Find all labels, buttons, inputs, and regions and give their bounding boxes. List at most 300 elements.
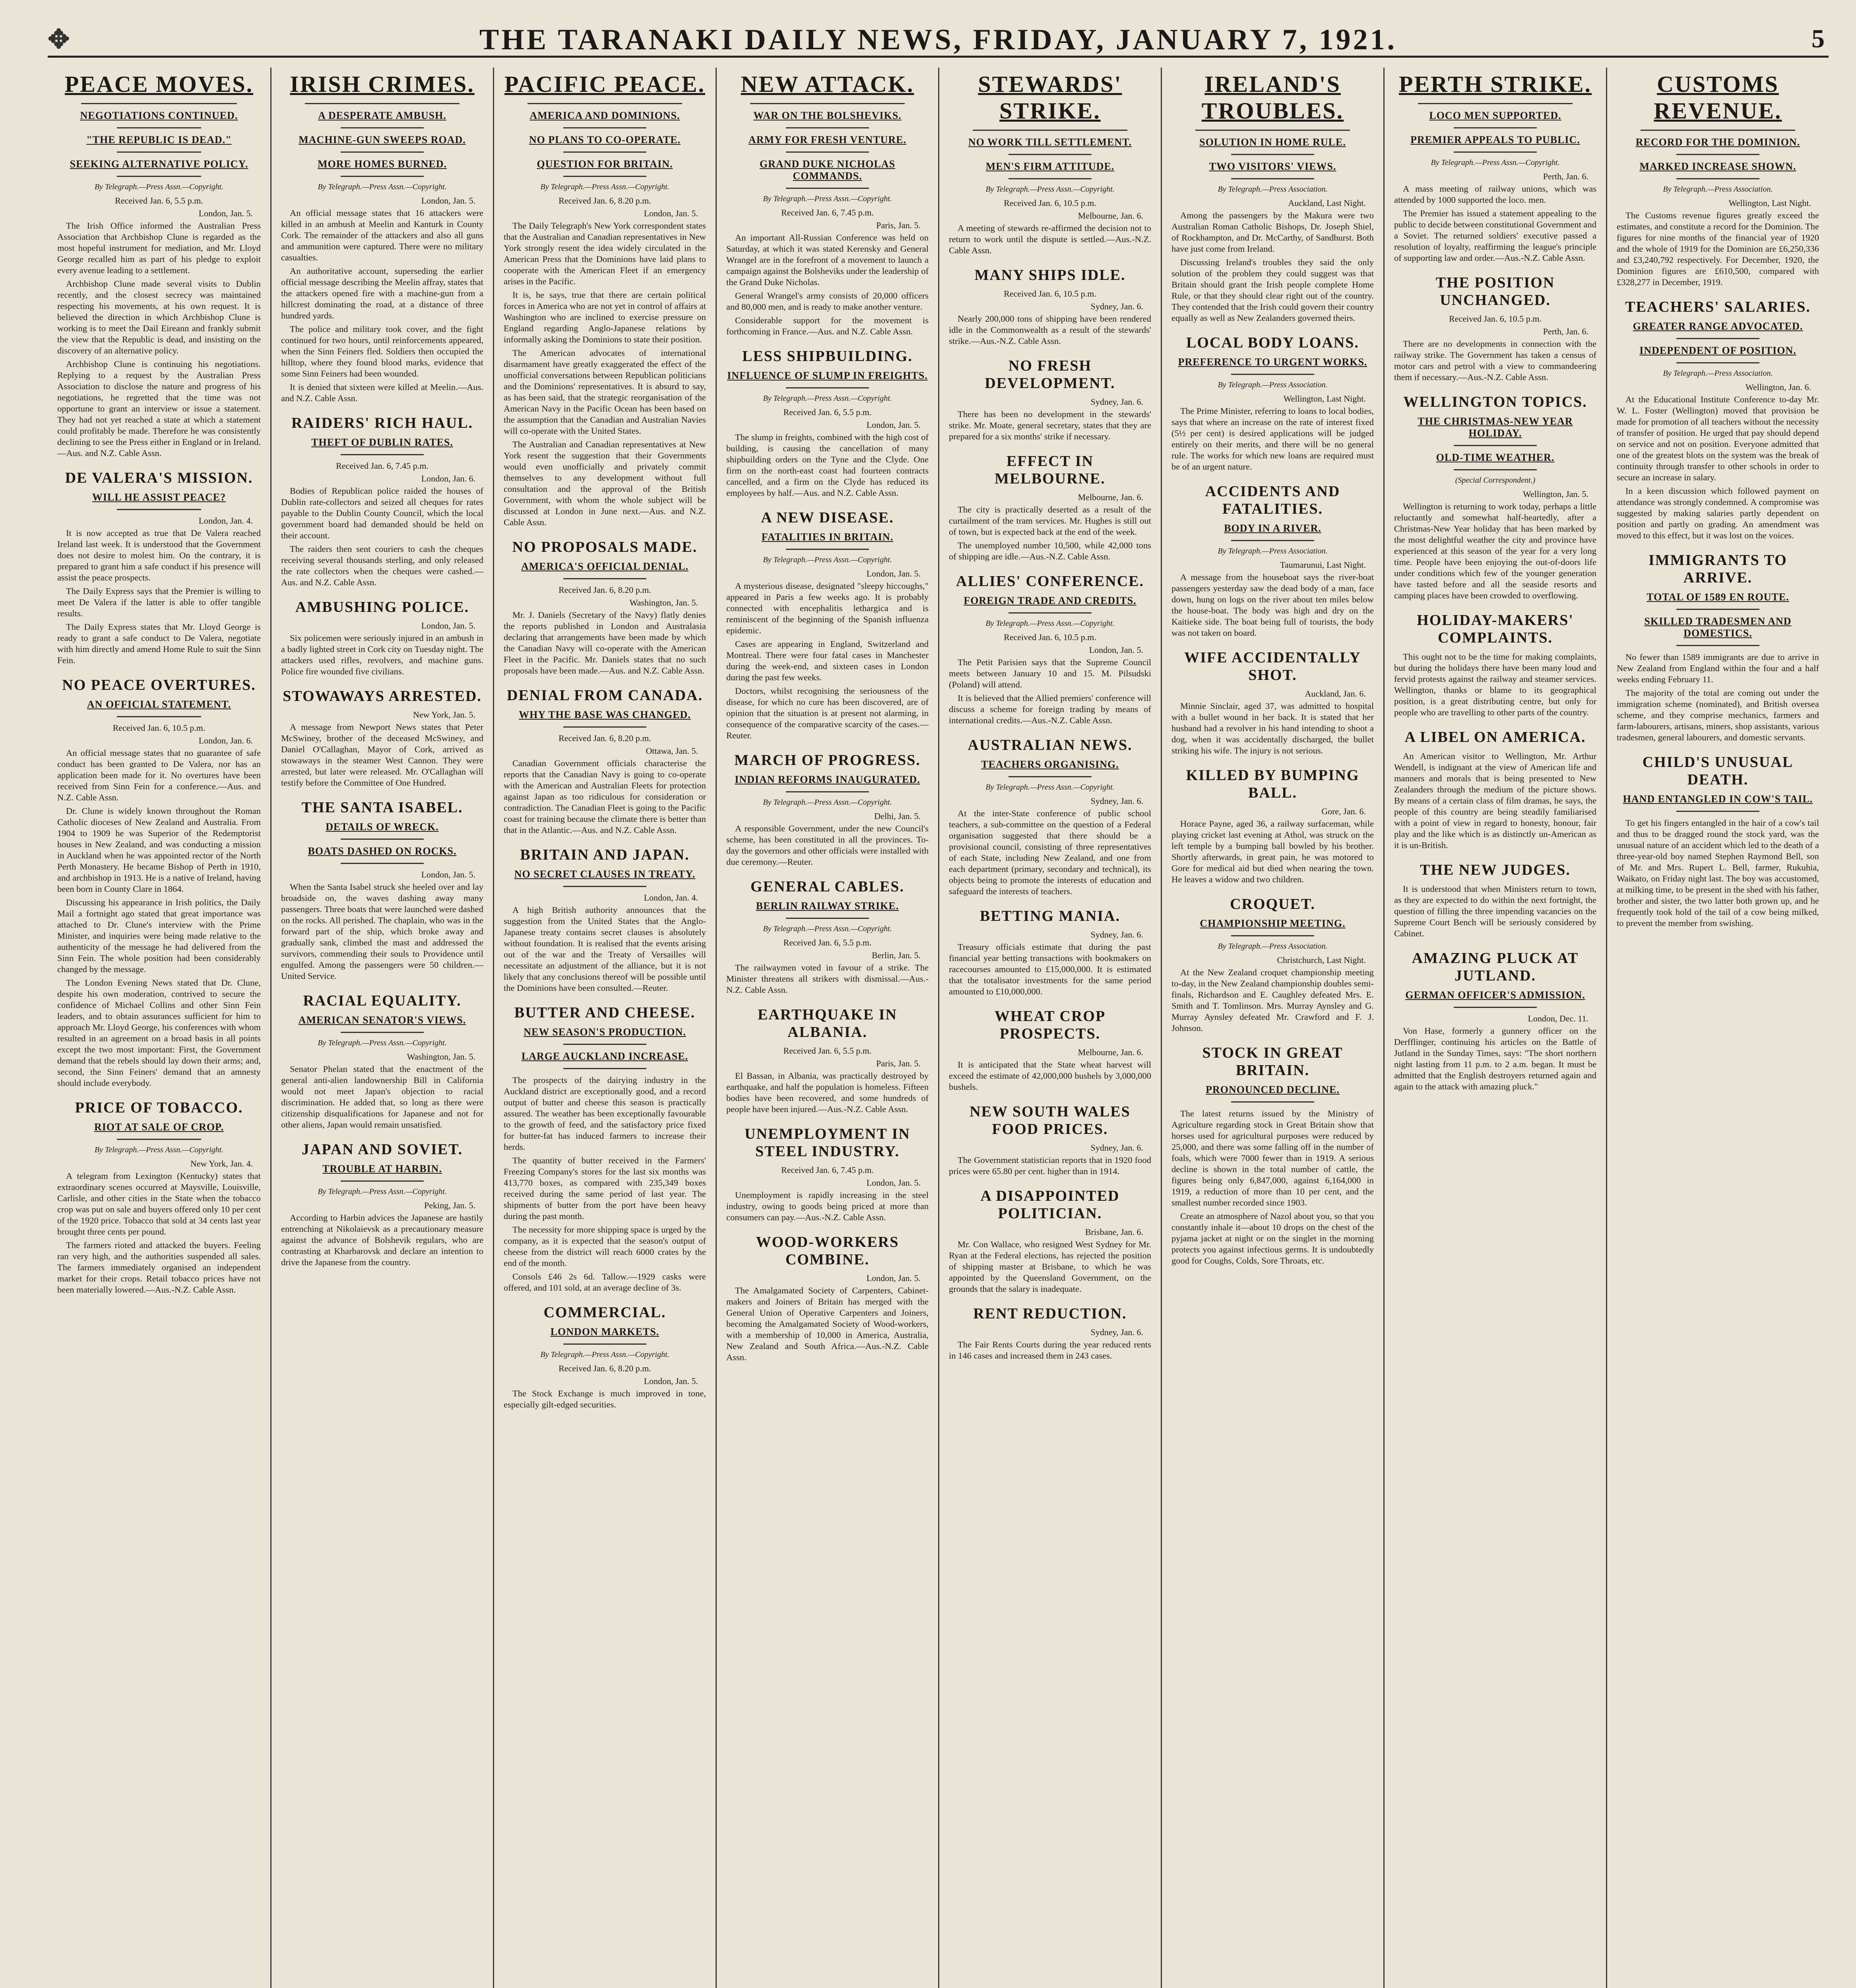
article-subhead: AMERICAN SENATOR'S VIEWS.	[298, 1014, 466, 1026]
divider-rule	[1231, 154, 1314, 155]
dateline: Sydney, Jan. 6.	[1090, 796, 1143, 806]
article	[57, 469, 261, 666]
article-paragraph: It is denied that sixteen were killed at Meelin.—Aus. and N.Z. Cable Assn.	[281, 382, 483, 403]
divider-rule	[786, 387, 869, 388]
divider-rule	[1454, 127, 1537, 128]
dateline: Peking, Jan. 5.	[424, 1200, 475, 1210]
dateline: Wellington, Jan. 5.	[1522, 489, 1588, 499]
article-headline: IRISH CRIMES.	[290, 71, 475, 97]
article-paragraph: It is believed that the Allied premiers' conference will discuss a scheme for foreign trading by means of international credits.—Aus.-N.Z. Cable Assn.	[949, 693, 1151, 725]
article	[1171, 1044, 1374, 1266]
column-2	[270, 68, 493, 1988]
divider-rule	[1676, 178, 1759, 179]
article-subhead: "THE REPUBLIC IS DEAD."	[86, 134, 232, 146]
article-subhead: GREATER RANGE ADVOCATED.	[1633, 320, 1803, 332]
article-byline: By Telegraph.—Press Assn.—Copyright.	[763, 555, 892, 564]
article-subheadline: BUTTER AND CHEESE.	[514, 1004, 696, 1021]
article-paragraph: To get his fingers entangled in the hair of a cow's tail and thus to be dragged round the stock yard, was the unusual nature of an accident which led to the death of a three-year-old boy named Stephen Raymond Bell, son of Mr. and Mrs. Rupert L. Bell, farmer, Rukuhia, Waikato, on Friday night last. The boy was accustomed, at milking time, to be present in the shed with his father, brother and sister, the two latter both grown up, and he frequently took hold of the tail of a cow being milked, to prevent the member from swishing.	[1617, 818, 1819, 928]
received-line: Received Jan. 6, 10.5 p.m.	[112, 723, 206, 733]
divider-rule	[117, 716, 201, 717]
article-subhead: SOLUTION IN HOME RULE.	[1199, 136, 1346, 148]
divider-rule	[563, 726, 646, 728]
article-paragraph: El Bassan, in Albania, was practically destroyed by earthquake, and half the population is homeless. Fifteen bodies have been recovered, and some hundreds of people have been injured.—Aus.-N.Z. Cable Assn.	[726, 1071, 929, 1114]
article-subheadline: LESS SHIPBUILDING.	[742, 348, 913, 365]
article-subhead: MARKED INCREASE SHOWN.	[1639, 161, 1796, 172]
article-subhead: BERLIN RAILWAY STRIKE.	[756, 900, 899, 912]
dateline: Perth, Jan. 6.	[1543, 326, 1588, 336]
article-paragraph: The Australian and Canadian representatives at New York resent the suggestion that their Governments would even unofficially and privately commit themselves to any development without full consultation and the approval of the British Government, with whom the whole subject will be discussed at London in June next.—Aus. and N.Z. Cable Assn.	[504, 439, 706, 527]
article-subhead: GRAND DUKE NICHOLAS COMMANDS.	[759, 158, 896, 182]
divider-rule	[1008, 154, 1092, 155]
article-byline: By Telegraph.—Press Assn.—Copyright.	[985, 783, 1115, 792]
article-subhead: WAR ON THE BOLSHEVIKS.	[753, 110, 902, 121]
divider-rule	[1418, 103, 1573, 104]
column-4	[716, 68, 938, 1988]
article	[281, 71, 483, 404]
article	[1171, 767, 1374, 885]
dateline: Christchurch, Last Night.	[1277, 955, 1366, 965]
article-paragraph: The railwaymen voted in favour of a strike. The Minister threatens all strikers with dismissal.—Aus.-N.Z. Cable Assn.	[726, 963, 929, 995]
article-subhead: AN OFFICIAL STATEMENT.	[87, 699, 231, 710]
divider-rule	[1676, 362, 1759, 363]
divider-rule	[1195, 130, 1350, 131]
masthead	[48, 20, 1829, 58]
dateline: London, Jan. 4.	[198, 516, 253, 526]
article-paragraph: The Daily Express says that the Premier is willing to meet De Valera if the latter is able to offer tangible results.	[57, 586, 261, 618]
page-number: 5	[1811, 24, 1825, 53]
article	[726, 751, 929, 868]
article	[504, 1004, 706, 1293]
article-subheadline: COMMERCIAL.	[543, 1304, 666, 1321]
article-subhead: NO SECRET CLAUSES IN TREATY.	[514, 868, 696, 880]
article-subheadline: CHILD'S UNUSUAL DEATH.	[1642, 754, 1794, 788]
divider-rule	[563, 886, 646, 887]
article-headline: STEWARDS' STRIKE.	[978, 71, 1122, 124]
article-subheadline: MARCH OF PROGRESS.	[734, 752, 921, 769]
received-line: Received Jan. 6, 7.45 p.m.	[781, 1165, 874, 1175]
received-line: Received Jan. 6, 5.5 p.m.	[783, 407, 872, 417]
dateline: London, Jan. 5.	[198, 208, 253, 218]
article-paragraph: In a keen discussion which followed payment on attendance was strongly condemned. A compromise was suggested by making salaries partly dependent on position and partly on grading. An amendment was moved to this effect, but it was lost on the voices.	[1617, 486, 1819, 540]
article-subheadline: EFFECT IN MELBOURNE.	[995, 453, 1105, 487]
article-byline: By Telegraph.—Press Assn.—Copyright.	[540, 1350, 669, 1359]
article-byline: By Telegraph.—Press Assn.—Copyright.	[763, 394, 892, 403]
article-subheadline: AMAZING PLUCK AT JUTLAND.	[1412, 950, 1579, 984]
article	[726, 1233, 929, 1363]
divider-rule	[973, 130, 1127, 131]
column-7	[1383, 68, 1606, 1988]
divider-rule	[563, 151, 646, 153]
article-paragraph: Discussing Ireland's troubles they said the only solution of the problem they could suggest was that Britain should grant the Irish people complete Home Rule, or that they should clear right out of the country. They contended that the Irish could govern their country equally as well as New Zealanders governed theirs.	[1171, 257, 1374, 323]
divider-rule	[1676, 154, 1759, 155]
article-paragraph: Unemployment is rapidly increasing in the steel industry, owing to goods being priced at more than consumers can pay.—Aus.-N.Z. Cable Assn.	[726, 1190, 929, 1222]
article-headline: PERTH STRIKE.	[1399, 71, 1592, 97]
article-paragraph: The latest returns issued by the Ministry of Agriculture regarding stock in Great Britain show that horses used for agricultural purposes were reduced by 25,000, and there was some falling off in the number of foals, which were 7000 fewer than in 1919. A serious decline is shown in the total number of cattle, the figures being only 6,847,000, against 6,164,000 in 1919, a reduction of more than 10 per cent, and the smallest number recorded since 1903.	[1171, 1109, 1374, 1208]
article-subhead: LARGE AUCKLAND INCREASE.	[521, 1050, 688, 1062]
dateline: Wellington, Last Night.	[1283, 394, 1366, 404]
article-byline: By Telegraph.—Press Assn.—Copyright.	[763, 194, 892, 203]
article-paragraph: The farmers rioted and attacked the buyers. Feeling ran very high, and the authorities suspended all sales. The farmers immediately organised an independent market for their crops. Retail tobacco prices have not been materially lowered.—Aus.-N.Z. Cable Assn.	[57, 1240, 261, 1295]
divider-rule	[563, 1343, 646, 1345]
article-subheadline: A DISAPPOINTED POLITICIAN.	[980, 1188, 1120, 1222]
article-subhead: FATALITIES IN BRITAIN.	[761, 531, 894, 543]
article-subhead: THEFT OF DUBLIN RATES.	[311, 437, 453, 448]
article-paragraph: The Irish Office informed the Australian Press Association that Archbishop Clune is regarded as the most hopeful instrument for mediation, and Mr. Lloyd George recalled him as part of his pledge to exploit every avenue leading to a settlement.	[57, 221, 261, 275]
article-paragraph: An official message states that 16 attackers were killed in an ambush at Meelin and Kanturk in County Cork. The remainder of the attackers and also all guns and ammunition were captured. There were no military casualties.	[281, 208, 483, 262]
article-paragraph: When the Santa Isabel struck she heeled over and lay broadside on, the waves dashing away many passengers. Three boats that were launched were dashed on the rocks. All perished. The chaplain, who was in the forward part of the ship, which broke away and gradually sank, climbed the mast and addressed the survivors, commending their souls to Providence until engulfed. Among the passengers were 50 children.—United Service.	[281, 882, 483, 981]
article-subheadline: THE POSITION UNCHANGED.	[1435, 274, 1555, 309]
article-subhead: MORE HOMES BURNED.	[318, 158, 447, 170]
article-subheadline: MANY SHIPS IDLE.	[974, 267, 1126, 283]
dateline: London, Jan. 5.	[644, 208, 698, 218]
article-byline: By Telegraph.—Press Assn.—Copyright.	[1431, 158, 1560, 167]
article-subhead: BODY IN A RIVER.	[1224, 522, 1321, 534]
article-subhead: SKILLED TRADESMEN AND DOMESTICS.	[1644, 615, 1792, 639]
article-paragraph: Von Hase, formerly a gunnery officer on the Derfflinger, continuing his articles on the Battle of Jutland in the Sunday Times, says: "The short northern night lasting from 11 p.m. to 2 a.m. began. It must be admitted that the English destroyers returned again and again to the attack with amazing pluck."	[1394, 1026, 1596, 1091]
article-byline: By Telegraph.—Press Assn.—Copyright.	[985, 619, 1115, 628]
article-paragraph: General Wrangel's army consists of 20,000 officers and 80,000 men, and is ready to make another venture.	[726, 291, 929, 312]
dateline: Berlin, Jan. 5.	[872, 950, 921, 960]
article-subheadline: WIFE ACCIDENTALLY SHOT.	[1184, 649, 1361, 683]
divider-rule	[117, 151, 201, 153]
article-subhead: SEEKING ALTERNATIVE POLICY.	[70, 158, 248, 170]
dateline: Sydney, Jan. 6.	[1090, 1327, 1143, 1337]
article	[726, 509, 929, 741]
article	[1617, 753, 1819, 929]
dateline: Perth, Jan. 6.	[1543, 171, 1588, 181]
article-paragraph: The Petit Parisien says that the Supreme Council meets between January 10 and 15. M. Pilsudski (Poland) will attend.	[949, 657, 1151, 689]
dateline: Wellington, Last Night.	[1728, 198, 1811, 208]
article-paragraph: An authoritative account, superseding the earlier official message describing the Meelin affray, states that the attackers opened fire with a machine-gun from a hillcrest dominating the road, at a distance of three hundred yards.	[281, 266, 483, 320]
article-byline: By Telegraph.—Press Assn.—Copyright.	[763, 798, 892, 807]
article-paragraph: There has been no development in the stewards' strike. Mr. Moate, general secretary, states that they are prepared for a six months' strike if necessary.	[949, 409, 1151, 441]
article-headline: PEACE MOVES.	[64, 71, 254, 97]
divider-rule	[750, 103, 905, 104]
article	[281, 992, 483, 1130]
article-paragraph: Among the passengers by the Makura were two Australian Roman Catholic Bishops, Dr. Joseph Shiel, of Rockhampton, and Dr. McCarthy, of Sandhurst. Both have just come from Ireland.	[1171, 210, 1374, 254]
article-subhead: PREFERENCE TO URGENT WORKS.	[1178, 356, 1367, 368]
dateline: London, Jan. 5.	[421, 870, 475, 879]
article-subheadline: NO FRESH DEVELOPMENT.	[985, 357, 1115, 392]
article	[726, 878, 929, 996]
article	[949, 71, 1151, 256]
article-subhead: FOREIGN TRADE AND CREDITS.	[964, 595, 1136, 606]
dateline: London, Jan. 5.	[1089, 645, 1143, 655]
article-subheadline: RAIDERS' RICH HAUL.	[291, 415, 473, 431]
newspaper-columns	[48, 68, 1829, 1988]
article-paragraph: The Fair Rents Courts during the year reduced rents in 146 cases and increased them in 243 cases.	[949, 1340, 1151, 1361]
article-subhead: NO WORK TILL SETTLEMENT.	[968, 136, 1132, 148]
article	[1394, 612, 1596, 718]
divider-rule	[786, 127, 869, 128]
article-paragraph: The Premier has issued a statement appealing to the public to decide between constitutional Government and a Soviet. The returned soldiers' executive passed a resolution of loyalty, reaffirming the league's principle of supporting law and order.—Aus.-N.Z. Cable Assn.	[1394, 208, 1596, 263]
article-paragraph: The Prime Minister, referring to loans to local bodies, says that where an increase on the rate of interest fixed (5½ per cent) is desired applications will be judged entirely on their merits, and there will be no general rule. The works for which new loans are required must be of an urgent nature.	[1171, 406, 1374, 472]
dateline: London, Jan. 6.	[421, 474, 475, 483]
dateline: New York, Jan. 5.	[413, 710, 475, 720]
article	[726, 1125, 929, 1223]
dateline: Taumarunui, Last Night.	[1280, 560, 1366, 570]
article-headline: PACIFIC PEACE.	[504, 71, 705, 97]
divider-rule	[1008, 776, 1092, 777]
article-byline: By Telegraph.—Press Association.	[1218, 185, 1328, 194]
article-subheadline: DENIAL FROM CANADA.	[507, 687, 703, 704]
dateline: London, Jan. 5.	[866, 420, 921, 430]
received-line: Received Jan. 6, 10.5 p.m.	[1449, 314, 1542, 324]
article-subhead: QUESTION FOR BRITAIN.	[537, 158, 673, 170]
article	[949, 357, 1151, 442]
article-paragraph: A telegram from Lexington (Kentucky) states that extraordinary scenes occurred at Maysville, Louisville, Carlisle, and other cities in the State when the tobacco crop was put on sale and buyers offered only 10 per cent of the 1920 price. Tobacco that sold at 34 cents last year brought three cents per pound.	[57, 1171, 261, 1237]
article	[726, 1006, 929, 1115]
article-paragraph: A message from the houseboat says the river-boat passengers yesterday saw the dead body of a man, face down, hung on logs on the river about ten miles below the house-boat. The body was high and dry on the Kaitieke side. The boat being full of tourists, the body was not taken on board.	[1171, 572, 1374, 638]
dateline: Washington, Jan. 5.	[629, 598, 698, 608]
dateline: Wellington, Jan. 6.	[1745, 382, 1811, 392]
article-subheadline: ACCIDENTS AND FATALITIES.	[1205, 483, 1340, 517]
article-byline: By Telegraph.—Press Association.	[1218, 381, 1328, 389]
article-subheadline: HOLIDAY-MAKERS' COMPLAINTS.	[1417, 612, 1574, 646]
article-paragraph: Canadian Government officials characterise the reports that the Canadian Navy is going to co-operate with the American and Australian Fleets for protection against Japan as too ridiculous for consideration or contradiction. The Canadian Fleet is going to the Pacific coast for training because the climate there is better than that in the Atlantic.—Aus. and N.Z. Cable Assn.	[504, 758, 706, 835]
article	[504, 846, 706, 994]
divider-rule	[341, 151, 424, 153]
article-subhead: NEW SEASON'S PRODUCTION.	[524, 1026, 686, 1038]
divider-rule	[786, 549, 869, 550]
ornament-icon: ✥	[48, 25, 70, 54]
article	[949, 1103, 1151, 1177]
article-subhead: GERMAN OFFICER'S ADMISSION.	[1405, 989, 1585, 1001]
dateline: Sydney, Jan. 6.	[1090, 930, 1143, 940]
article-paragraph: Archbishop Clune is continuing his negotiations. Replying to a request by the Australian Press Association to disclose the nature and progress of his negotiations, he regretted that the time was not opportune to grant an interview or issue a statement. They had not yet reached a state at which a statement could profitably be made. Therefore he was consistently declining to see the Press either in England or in Ireland.—Aus. and N.Z. Cable Assn.	[57, 359, 261, 458]
dateline: London, Jan. 5.	[421, 196, 475, 206]
article-subheadline: TEACHERS' SALARIES.	[1625, 299, 1811, 315]
article-subhead: PREMIER APPEALS TO PUBLIC.	[1410, 134, 1580, 146]
article-paragraph: At the New Zealand croquet championship meeting to-day, in the New Zealand championship doubles semi-finals, Richardson and E. Caughley defeated Mrs. E. Smith and T. Tomlinson. Mrs. Murray Aynsley and G. Murray Aynsley defeated Mr. Crawford and F. J. Johnson.	[1171, 967, 1374, 1033]
divider-rule	[563, 1068, 646, 1069]
article-paragraph: An official message states that no guarantee of safe conduct has been granted to De Valera, nor has an application been made for it. No overtures have been received from Sinn Fein for a conference.—Aus. and N.Z. Cable Assn.	[57, 748, 261, 802]
article-paragraph: Wellington is returning to work today, perhaps a little reluctantly and somewhat half-heartedly, after a Christmas-New Year holiday that has been marked by the most delightful weather the city and province have experienced at this season of the year for a very long time. People have been enjoying the out-of-doors life under conditions which few of the younger generation have tasted before and all the seaside resorts and camping places have been crowded to overflowing.	[1394, 501, 1596, 600]
article-headline: IRELAND'S TROUBLES.	[1201, 71, 1344, 124]
article-paragraph: At the inter-State conference of public school teachers, a sub-committee on the question of a Federal organisation suggested that there should be a provisional council, consisting of three representatives of each State, including New Zealand, and one from each department (primary, secondary and technical), its objects being to promote the interests of education and safeguard the interests of teachers.	[949, 808, 1151, 896]
article-subheadline: ALLIES' CONFERENCE.	[956, 573, 1144, 590]
divider-rule	[341, 1032, 424, 1033]
article-subheadline: WHEAT CROP PROSPECTS.	[994, 1008, 1106, 1042]
dateline: Sydney, Jan. 6.	[1090, 1143, 1143, 1153]
divider-rule	[341, 127, 424, 128]
article	[949, 266, 1151, 347]
divider-rule	[1231, 540, 1314, 541]
article-paragraph: The prospects of the dairying industry in the Auckland district are exceptionally good, and a record output of butter and cheese this season is practically assured. The weather has been exceptionally favourable to the growth of feed, and the satisfactory price fixed for butter-fat has induced farmers to increase their herds.	[504, 1075, 706, 1152]
article-byline: By Telegraph.—Press Association.	[1663, 185, 1773, 194]
article-subheadline: UNEMPLOYMENT IN STEEL INDUSTRY.	[745, 1126, 910, 1160]
article-byline: By Telegraph.—Press Association.	[1218, 547, 1328, 555]
dateline: New York, Jan. 4.	[190, 1159, 253, 1169]
column-3	[493, 68, 716, 1988]
article-subhead: LOCO MEN SUPPORTED.	[1429, 110, 1561, 121]
dateline: London, Jan. 4.	[644, 893, 698, 903]
article-paragraph: A meeting of stewards re-affirmed the decision not to return to work until the dispute is settled.—Aus.-N.Z. Cable Assn.	[949, 223, 1151, 255]
article-subheadline: AMBUSHING POLICE.	[295, 599, 469, 615]
article	[949, 736, 1151, 897]
received-line: Received Jan. 6, 7.45 p.m.	[781, 208, 874, 217]
article-subhead: WILL HE ASSIST PEACE?	[92, 491, 226, 503]
article-paragraph: The police and military took cover, and the fight continued for two hours, until reinforcements appeared, when the Sinn Feiners fled. Soldiers then occupied the hilltop, where they found blood marks, evidence that some Sinn Feiners had been wounded.	[281, 324, 483, 379]
divider-rule	[1676, 609, 1759, 610]
article	[281, 687, 483, 788]
article-paragraph: Senator Phelan stated that the enactment of the general anti-alien landownership Bill in California would not meet Japan's objection to racial discrimination. He added that, so long as there were citizenship disqualifications for Japanese and not for other aliens, Japan would remain unsatisfied.	[281, 1064, 483, 1130]
article-paragraph: A message from Newport News states that Peter McSwiney, brother of the deceased McSwiney, and Daniel O'Callaghan, Mayor of Cork, arrived as stowaways in the steamer West Cannon. They were arrested, but later were released. Mr. O'Callaghan will testify before the Committee of One Hundred.	[281, 722, 483, 788]
article-paragraph: This ought not to be the time for making complaints, but during the holidays there have been many loud and fervid protests against the railway and steamer services. Wellington, thanks or blame to its geographical position, is a great distributing centre, but only for people who are travelling to other parts of the country.	[1394, 652, 1596, 717]
article-paragraph: It is understood that when Ministers return to town, as they are expected to do within the next fortnight, the question of filling the three impending vacancies on the Supreme Court Bench will be seriously considered by Cabinet.	[1394, 884, 1596, 938]
article	[281, 799, 483, 982]
article-subhead: MEN'S FIRM ATTITUDE.	[985, 161, 1115, 172]
article-subheadline: GENERAL CABLES.	[751, 878, 904, 895]
article-paragraph: An American visitor to Wellington, Mr. Arthur Wendell, is indignant at the view of American life and manners and morals that is being presented to New Zealanders through the medium of the picture shows. By means of a certain class of film dramas, he says, the people of this country are being steadily familiarised with a point of view in regard to honesty, honour, fair play and the like which is as distinctly un-American as it is un-British.	[1394, 751, 1596, 850]
article-byline: By Telegraph.—Press Assn.—Copyright.	[318, 1187, 447, 1196]
received-line: Received Jan. 6, 10.5 p.m.	[1004, 632, 1096, 642]
column-5	[938, 68, 1161, 1988]
article-subheadline: STOCK IN GREAT BRITAIN.	[1202, 1044, 1343, 1079]
article-subhead: ARMY FOR FRESH VENTURE.	[748, 134, 907, 146]
column-8	[1606, 68, 1829, 1988]
dateline: Auckland, Last Night.	[1288, 198, 1366, 208]
divider-rule	[1454, 445, 1537, 446]
masthead-title: THE TARANAKI DAILY NEWS, FRIDAY, JANUARY 7, 1921.	[479, 23, 1397, 56]
article-subheadline: WOOD-WORKERS COMBINE.	[756, 1234, 899, 1268]
received-line: Received Jan. 6, 8.20 p.m.	[559, 585, 651, 595]
article-paragraph: The majority of the total are coming out under the immigration scheme (nominated), and British oversea scheme, and they comprise mechanics, farmers and farm-labourers, artisans, miners, shop assistants, various tradesmen, general labourers, and domestic servants.	[1617, 688, 1819, 742]
article-paragraph: Six policemen were seriously injured in an ambush in a badly lighted street in Cork city on Tuesday night. The attackers used rifles, revolvers, and machine guns. Police fire wounded five civilians.	[281, 633, 483, 676]
article	[281, 598, 483, 677]
article-paragraph: At the Educational Institute Conference to-day Mr. W. L. Foster (Wellington) moved that provision be made for promotion of all teachers without the necessity of transfer of position. He urged that pay should depend on service and not on position. Everyone admitted that one of the greatest blots on the system was the break of continuity through transfer to other schools in order to secure an increase in salary.	[1617, 394, 1819, 482]
article-subhead: INDEPENDENT OF POSITION.	[1639, 345, 1796, 356]
divider-rule	[786, 151, 869, 153]
article-byline: By Telegraph.—Press Association.	[1663, 369, 1773, 378]
dateline: Brisbane, Jan. 6.	[1085, 1227, 1143, 1237]
divider-rule	[1231, 374, 1314, 375]
article	[1394, 949, 1596, 1092]
article-paragraph: The Government statistician reports that in 1920 food prices were 65.80 per cent. higher than in 1914.	[949, 1155, 1151, 1176]
divider-rule	[1676, 338, 1759, 339]
article	[1394, 274, 1596, 383]
article-subhead: RECORD FOR THE DOMINION.	[1635, 136, 1800, 148]
received-line: Received Jan. 6, 7.45 p.m.	[336, 461, 429, 471]
article-byline: By Telegraph.—Press Assn.—Copyright.	[763, 924, 892, 933]
divider-rule	[305, 103, 460, 104]
article-subhead: AMERICA AND DOMINIONS.	[529, 110, 680, 121]
received-line: Received Jan. 6, 10.5 p.m.	[1004, 198, 1096, 208]
article-subhead: THE CHRISTMAS-NEW YEAR HOLIDAY.	[1418, 415, 1573, 439]
article-paragraph: Nearly 200,000 tons of shipping have been rendered idle in the Commonwealth as a result of the stewards' strike.—Aus.-N.Z. Cable Assn.	[949, 314, 1151, 346]
article-subhead: WHY THE BASE WAS CHANGED.	[519, 709, 691, 720]
divider-rule	[786, 918, 869, 919]
article	[57, 676, 261, 1089]
article	[1394, 71, 1596, 264]
article-byline: (Special Correspondent.)	[1455, 476, 1536, 485]
dateline: Sydney, Jan. 6.	[1090, 397, 1143, 407]
article-subhead: DETAILS OF WRECK.	[326, 821, 439, 833]
article-subhead: NO PLANS TO CO-OPERATE.	[529, 134, 681, 146]
divider-rule	[528, 103, 682, 104]
article-subhead: HAND ENTANGLED IN COW'S TAIL.	[1623, 793, 1813, 805]
article-subhead: LONDON MARKETS.	[550, 1326, 659, 1338]
divider-rule	[786, 791, 869, 792]
article	[949, 573, 1151, 726]
article-subheadline: A LIBEL ON AMERICA.	[1404, 729, 1586, 746]
received-line: Received Jan. 6, 10.5 p.m.	[1004, 289, 1096, 299]
article-subheadline: KILLED BY BUMPING BALL.	[1186, 767, 1360, 801]
article-byline: By Telegraph.—Press Association.	[1218, 942, 1328, 951]
divider-rule	[563, 578, 646, 579]
article-subheadline: EARTHQUAKE IN ALBANIA.	[758, 1006, 897, 1041]
article	[949, 1008, 1151, 1093]
article-subhead: INDIAN REFORMS INAUGURATED.	[735, 774, 920, 785]
article	[1394, 728, 1596, 851]
article-subheadline: STOWAWAYS ARRESTED.	[283, 688, 482, 705]
divider-rule	[1008, 612, 1092, 613]
article	[1394, 393, 1596, 601]
dateline: London, Jan. 6.	[198, 736, 253, 746]
article-subhead: PRONOUNCED DECLINE.	[1206, 1084, 1340, 1095]
article-subhead: TWO VISITORS' VIEWS.	[1209, 161, 1336, 172]
article-paragraph: Horace Payne, aged 36, a railway surfaceman, while playing cricket last evening at Athol, was struck on the left temple by a bumping ball bowled by his brother. Shortly afterwards, in great pain, he was motored to Gore for medical aid but died when nearing the town. He leaves a widow and two children.	[1171, 819, 1374, 884]
dateline: Melbourne, Jan. 6.	[1078, 1047, 1143, 1057]
article	[504, 687, 706, 836]
article-subhead: OLD-TIME WEATHER.	[1436, 452, 1555, 463]
article	[1171, 71, 1374, 324]
divider-rule	[1641, 130, 1795, 131]
article	[281, 1141, 483, 1268]
article-subhead: BOATS DASHED ON ROCKS.	[308, 845, 457, 857]
article-paragraph: The Daily Express states that Mr. Lloyd George is ready to grant a safe conduct to De Valera, negotiate with him directly and amend Home Rule to suit the Sinn Fein.	[57, 622, 261, 665]
column-6	[1161, 68, 1383, 1988]
article-paragraph: Consols £46 2s 6d. Tallow.—1929 casks were offered, and 101 sold, at an average decline of 3s.	[504, 1272, 706, 1293]
article-paragraph: The Daily Telegraph's New York correspondent states that the Australian and Canadian representatives in New York strongly resent the idea widely circulated in the American Press that the Dominions have laid plans to cooperate with the American Fleet if an emergency arises in the Pacific.	[504, 221, 706, 286]
article	[1394, 861, 1596, 939]
dateline: Ottawa, Jan. 5.	[646, 746, 698, 756]
article-paragraph: The American advocates of international disarmament have greatly exaggerated the effect of the unofficial conversations between Republican politicians and the Dominions' representatives. It is absurd to say, as has been said, that the strategic reorganisation of the American Navy in the Pacific Ocean has been based on the assumption that the Canadian and Australian Navies will co-operate with the United States.	[504, 348, 706, 436]
dateline: Gore, Jan. 6.	[1321, 806, 1366, 816]
article-paragraph: Mr. Con Wallace, who resigned West Sydney for Mr. Ryan at the Federal elections, has rejected the position of shipping master at Brisbane, to which he was appointed by the Queensland Government, on the grounds that the salary is inadequate.	[949, 1239, 1151, 1294]
article	[1617, 551, 1819, 743]
dateline: London, Jan. 5.	[421, 621, 475, 631]
divider-rule	[1231, 1101, 1314, 1103]
article-subhead: NEGOTIATIONS CONTINUED.	[80, 110, 238, 121]
article-paragraph: Create an atmosphere of Nazol about you, so that you constantly inhale it—about 10 drops on the chest of the pyjama jacket at night or on the singlet in the morning protects you against infectious germs. It is undoubtedly good for Coughs, Colds, Sore Throats, etc.	[1171, 1211, 1374, 1266]
article-paragraph: Cases are appearing in England, Switzerland and Montreal. There were four fatal cases in Manchester during the week-end, and sixteen cases in London during the past few weeks.	[726, 639, 929, 682]
article-subheadline: IMMIGRANTS TO ARRIVE.	[1648, 552, 1787, 586]
article-byline: By Telegraph.—Press Assn.—Copyright.	[318, 182, 447, 191]
article	[1617, 298, 1819, 541]
article-subheadline: AUSTRALIAN NEWS.	[968, 737, 1133, 753]
column-1	[48, 68, 270, 1988]
dateline: Paris, Jan. 5.	[876, 220, 921, 230]
article-subhead: TOTAL OF 1589 EN ROUTE.	[1647, 591, 1789, 603]
article-subhead: AMERICA'S OFFICIAL DENIAL.	[521, 561, 689, 572]
article-subhead: INFLUENCE OF SLUMP IN FREIGHTS.	[727, 370, 928, 381]
article-subheadline: NEW SOUTH WALES FOOD PRICES.	[970, 1103, 1131, 1138]
article	[949, 907, 1151, 997]
divider-rule	[1454, 1007, 1537, 1008]
article-subheadline: LOCAL BODY LOANS.	[1186, 334, 1359, 351]
article	[1171, 483, 1374, 639]
article-paragraph: Minnie Sinclair, aged 37, was admitted to hospital with a bullet wound in her back. It is stated that her husband had a revolver in his hand intending to shoot a dog, when it was accidentally discharged, the bullet striking his wife. The injury is not serious.	[1171, 701, 1374, 755]
divider-rule	[341, 863, 424, 864]
article-subheadline: RENT REDUCTION.	[973, 1305, 1127, 1322]
article	[504, 1304, 706, 1410]
article-paragraph: It is anticipated that the State wheat harvest will exceed the estimate of 42,000,000 bushels by 3,000,000 bushels.	[949, 1060, 1151, 1092]
article-subheadline: THE SANTA ISABEL.	[301, 799, 463, 816]
divider-rule	[117, 509, 201, 510]
article-subheadline: RACIAL EQUALITY.	[303, 992, 462, 1009]
divider-rule	[1231, 178, 1314, 179]
